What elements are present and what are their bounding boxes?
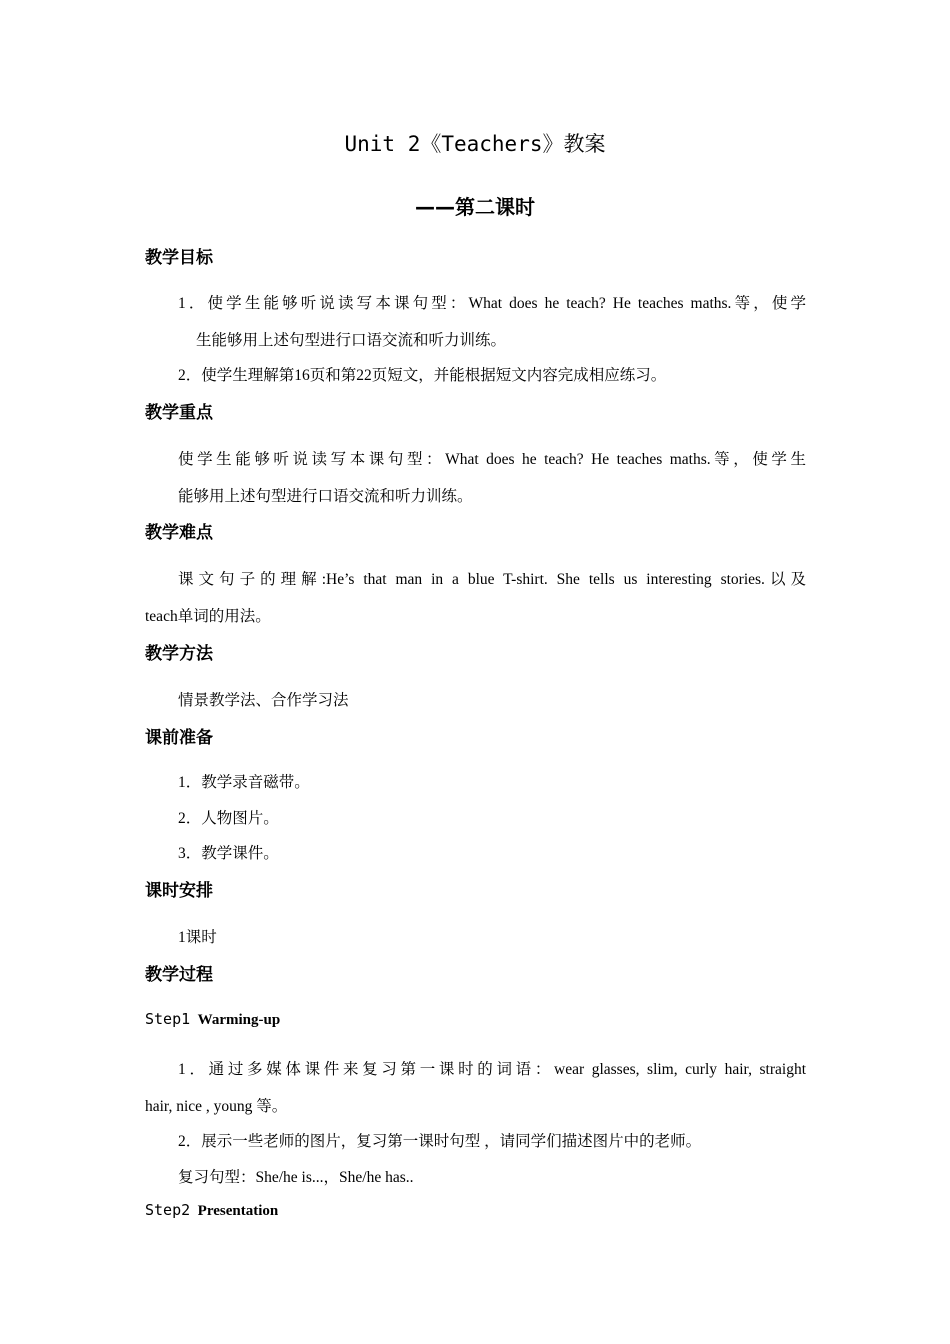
step1-item-1-line-2: hair, nice , young 等。 — [145, 1098, 288, 1115]
step1-label: Step1 — [145, 1010, 191, 1028]
objective-item-1-line-2: 生能够用上述句型进行口语交流和听力训练。 — [196, 332, 507, 349]
schedule-text: 1课时 — [178, 929, 217, 946]
step2-label: Step2 — [145, 1201, 191, 1219]
step2-heading — [145, 1201, 278, 1220]
page-title: Unit 2《Teachers》教案 — [344, 132, 606, 156]
step1-heading — [145, 1010, 280, 1029]
heading-objectives: 教学目标 — [145, 248, 213, 268]
heading-key-points: 教学重点 — [145, 403, 213, 423]
difficulties-line-1: 课文句子的理解:He’s that man in a blue T-shirt. She tells us interesting stories.以及 — [178, 571, 806, 588]
heading-methods: 教学方法 — [145, 644, 213, 664]
step2-name: Presentation — [197, 1203, 279, 1219]
step1-item-2: 2．展示一些老师的图片，复习第一课时句型 ，请同学们描述图片中的老师。 — [178, 1133, 702, 1150]
step1-item-1-line-1: 1．通过多媒体课件来复习第一课时的词语：wear glasses, slim, curly hair, straight — [178, 1061, 806, 1078]
heading-schedule: 课时安排 — [145, 881, 213, 901]
methods-text: 情景教学法、合作学习法 — [178, 692, 349, 709]
preparation-item-1: 1．教学录音磁带。 — [178, 774, 310, 791]
objective-item-2: 2．使学生理解第16页和第22页短文，并能根据短文内容完成相应练习。 — [178, 367, 667, 384]
page-subtitle: ——第二课时 — [415, 195, 535, 219]
heading-process: 教学过程 — [145, 965, 213, 985]
key-points-line-2: 能够用上述句型进行口语交流和听力训练。 — [178, 488, 473, 505]
step1-review: 复习句型：She/he is...，She/he has.. — [178, 1169, 414, 1186]
difficulties-line-2: teach单词的用法。 — [145, 608, 271, 625]
key-points-line-1: 使学生能够听说读写本课句型：What does he teach? He teaches maths.等，使学生 — [178, 451, 806, 468]
preparation-item-3: 3．教学课件。 — [178, 845, 279, 862]
heading-preparation: 课前准备 — [145, 728, 213, 748]
preparation-item-2: 2．人物图片。 — [178, 810, 279, 827]
step1-name: Warming-up — [197, 1012, 281, 1028]
heading-difficulties: 教学难点 — [145, 523, 213, 543]
objective-item-1-line-1: 1．使学生能够听说读写本课句型：What does he teach? He teaches maths.等，使学 — [178, 295, 806, 312]
